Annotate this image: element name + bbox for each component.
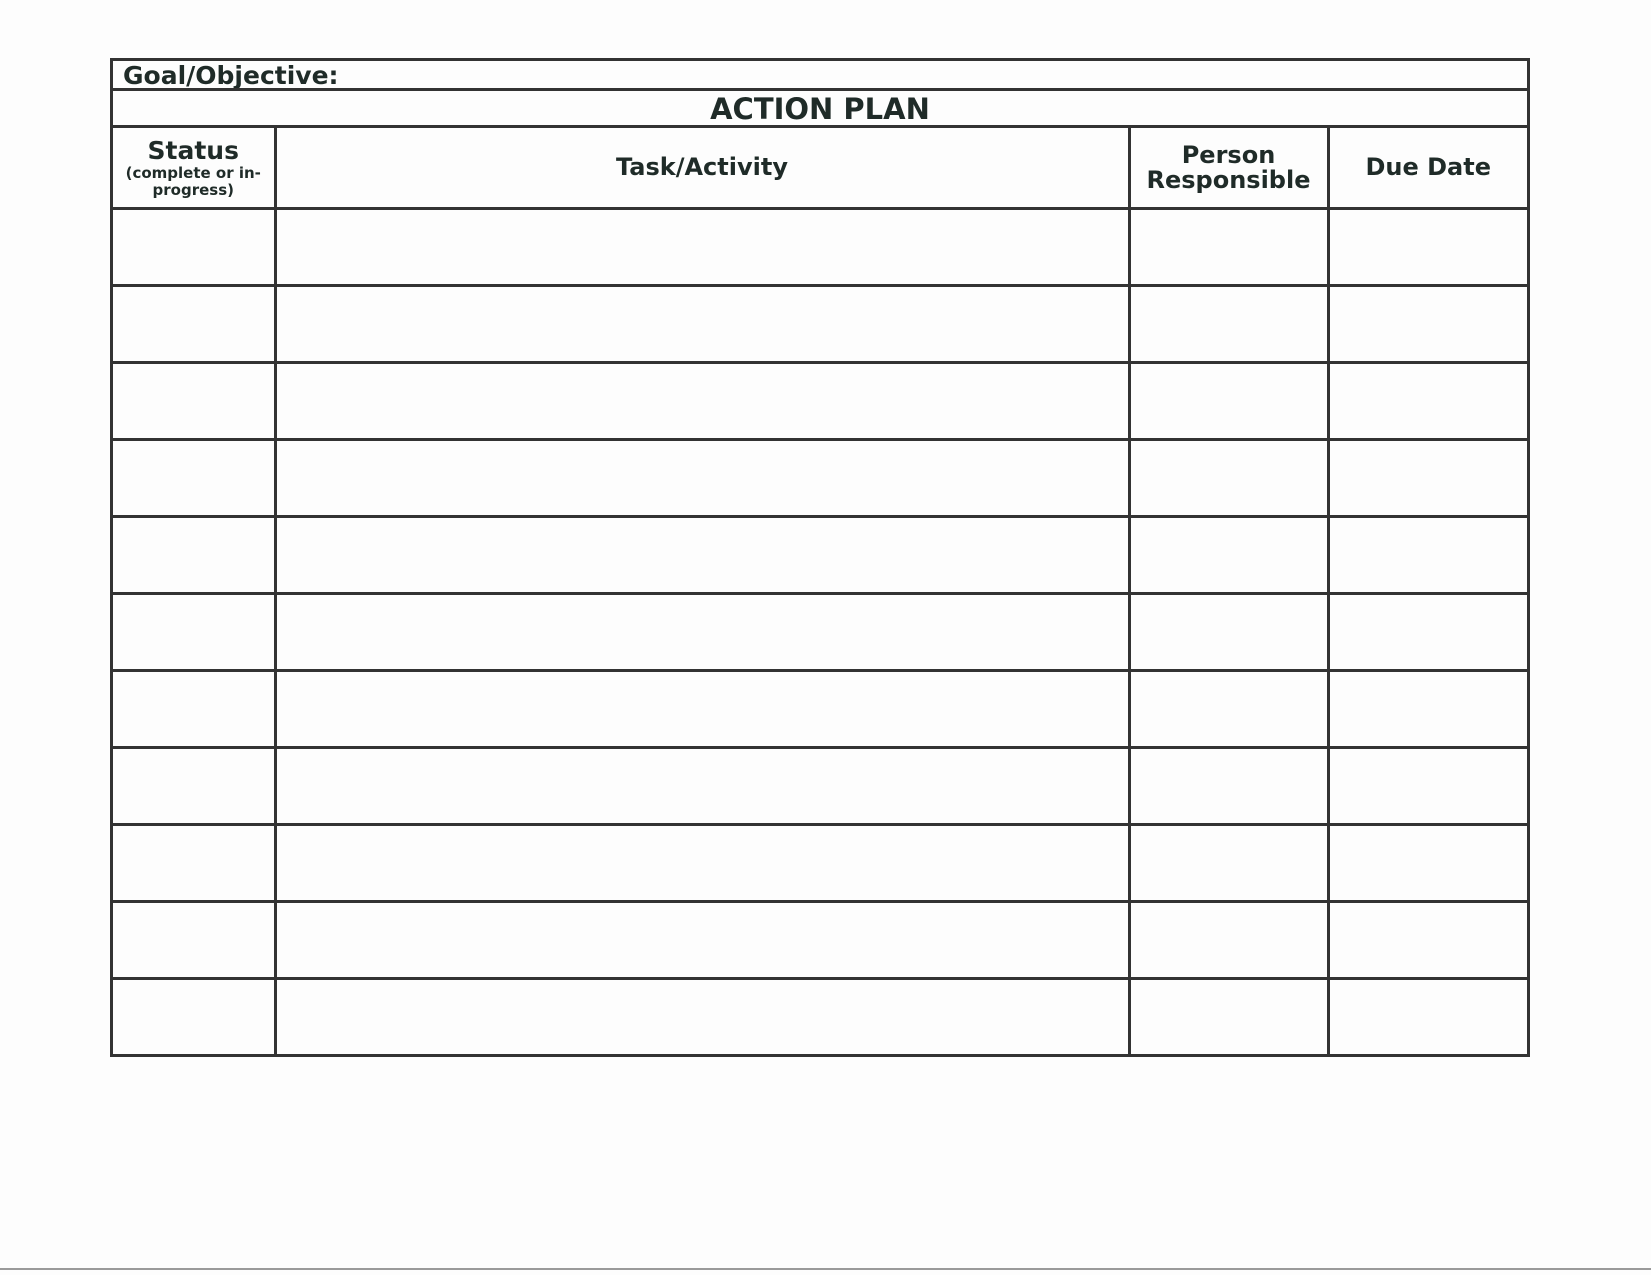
table-header-row <box>113 128 1527 209</box>
table-row <box>113 440 1527 517</box>
table-row <box>113 902 1527 979</box>
table-row <box>113 979 1527 1055</box>
task-cell[interactable] <box>275 517 1129 594</box>
action-plan-form <box>110 58 1530 1057</box>
status-cell[interactable] <box>113 671 275 748</box>
table-body <box>113 209 1527 1055</box>
due-date-cell[interactable] <box>1328 825 1527 902</box>
table-row <box>113 286 1527 363</box>
goal-objective-label: Goal/Objective: <box>123 61 339 90</box>
task-cell[interactable] <box>275 440 1129 517</box>
due-date-cell[interactable] <box>1328 517 1527 594</box>
due-date-cell[interactable] <box>1328 440 1527 517</box>
due-date-cell[interactable] <box>1328 902 1527 979</box>
status-cell[interactable] <box>113 363 275 440</box>
goal-objective-field[interactable] <box>113 61 1527 91</box>
person-responsible-cell[interactable] <box>1129 286 1328 363</box>
table-row <box>113 363 1527 440</box>
person-responsible-cell[interactable] <box>1129 517 1328 594</box>
action-plan-table <box>113 128 1527 1054</box>
task-cell[interactable] <box>275 594 1129 671</box>
due-date-cell[interactable] <box>1328 363 1527 440</box>
table-row <box>113 671 1527 748</box>
task-cell[interactable] <box>275 748 1129 825</box>
status-cell[interactable] <box>113 902 275 979</box>
person-responsible-cell[interactable] <box>1129 440 1328 517</box>
due-date-cell[interactable] <box>1328 748 1527 825</box>
table-row <box>113 517 1527 594</box>
person-responsible-cell[interactable] <box>1129 902 1328 979</box>
task-cell[interactable] <box>275 286 1129 363</box>
task-cell[interactable] <box>275 825 1129 902</box>
status-header-note: (complete or in-progress) <box>125 163 261 199</box>
table-row <box>113 209 1527 286</box>
status-cell[interactable] <box>113 209 275 286</box>
person-responsible-cell[interactable] <box>1129 363 1328 440</box>
table-row <box>113 825 1527 902</box>
status-header-label: Status <box>147 135 239 165</box>
task-cell[interactable] <box>275 979 1129 1055</box>
status-cell[interactable] <box>113 594 275 671</box>
column-header-person: Person Responsible <box>1129 128 1328 209</box>
person-responsible-cell[interactable] <box>1129 209 1328 286</box>
person-responsible-cell[interactable] <box>1129 671 1328 748</box>
due-date-cell[interactable] <box>1328 671 1527 748</box>
task-cell[interactable] <box>275 671 1129 748</box>
column-header-status <box>113 128 275 209</box>
status-cell[interactable] <box>113 825 275 902</box>
person-responsible-cell[interactable] <box>1129 594 1328 671</box>
due-date-cell[interactable] <box>1328 209 1527 286</box>
scan-edge-line <box>0 1268 1651 1270</box>
due-date-cell[interactable] <box>1328 286 1527 363</box>
due-date-cell[interactable] <box>1328 979 1527 1055</box>
table-row <box>113 748 1527 825</box>
person-responsible-cell[interactable] <box>1129 979 1328 1055</box>
column-header-due-date: Due Date <box>1328 128 1527 209</box>
status-cell[interactable] <box>113 748 275 825</box>
status-cell[interactable] <box>113 286 275 363</box>
task-cell[interactable] <box>275 363 1129 440</box>
status-cell[interactable] <box>113 979 275 1055</box>
person-responsible-cell[interactable] <box>1129 748 1328 825</box>
column-header-task: Task/Activity <box>275 128 1129 209</box>
due-date-cell[interactable] <box>1328 594 1527 671</box>
person-responsible-cell[interactable] <box>1129 825 1328 902</box>
task-cell[interactable] <box>275 902 1129 979</box>
status-cell[interactable] <box>113 440 275 517</box>
task-cell[interactable] <box>275 209 1129 286</box>
status-cell[interactable] <box>113 517 275 594</box>
form-title: ACTION PLAN <box>113 91 1527 128</box>
table-row <box>113 594 1527 671</box>
